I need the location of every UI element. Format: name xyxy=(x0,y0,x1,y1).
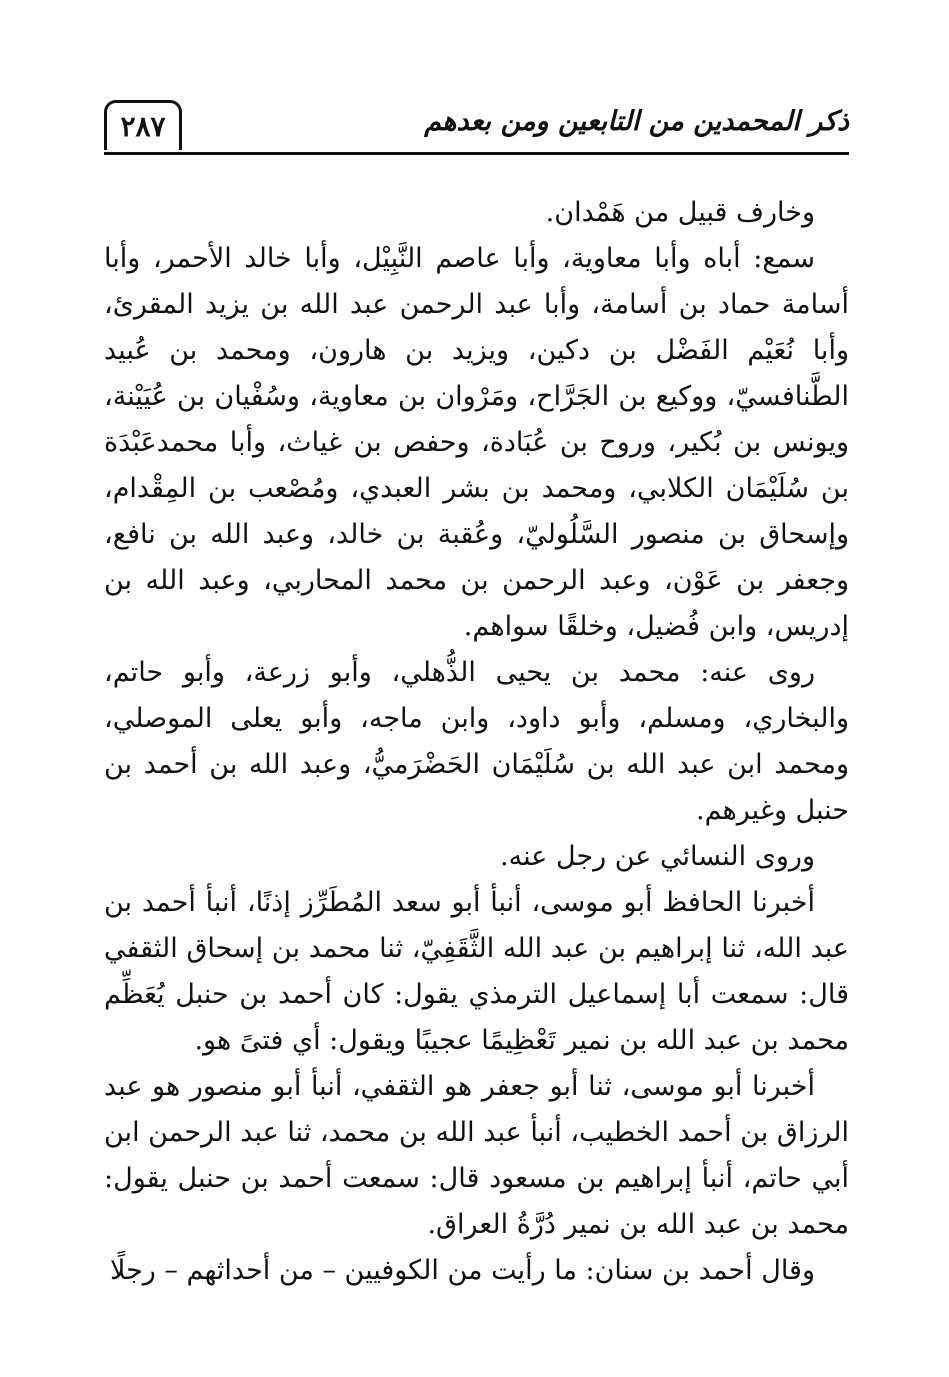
page-number: ٢٨٧ xyxy=(120,110,166,143)
page-header xyxy=(104,100,849,156)
header-rule xyxy=(104,152,849,155)
paragraph-narrated-from-him: روى عنه: محمد بن يحيى الذُّهلي، وأبو زرعة، وأبو حاتم، والبخاري، ومسلم، وأبو داود، وابن ماجه، وأبو يعلى الموصلي، ومحمد ابن عبد الله بن سُلَيْمَان الحَضْرَميُّ، وعبد الله بن أحمد بن حنبل وغيرهم. xyxy=(104,657,849,826)
page-number-box xyxy=(104,100,182,150)
paragraph-heard-from: سمع: أباه وأبا معاوية، وأبا عاصم النَّبِيْل، وأبا خالد الأحمر، وأبا أسامة حماد بن أسامة، وأبا عبد الرحمن عبد الله بن يزيد المقرئ، وأبا نُعَيْم الفَضْل بن دكين، ويزيد بن هارون، ومحمد بن عُبيد الطَّنافسيّ، ووكيع بن الجَرَّاح، ومَرْوان بن معاوية، وسُفْيان بن عُيَيْنة، ويونس بن بُكير، وروح بن عُبَادة، وحفص بن غياث، وأبا محمدعَبْدَة بن سُلَيْمَان الكلابي، ومحمد بن بشر العبدي، ومُصْعب بن المِقْدام، وإسحاق بن منصور السَّلُوليّ، وعُقبة بن خالد، وعبد الله بن نافع، وجعفر بن عَوْن، وعبد الرحمن بن محمد المحاربي، وعبد الله بن إدريس، وابن فُضيل، وخلقًا سواهم. xyxy=(104,243,849,642)
body-text xyxy=(104,190,849,1294)
paragraph-ahmad-ibn-sinan: وقال أحمد بن سنان: ما رأيت من الكوفيين – من أحداثهم – رجلًا xyxy=(109,1255,815,1286)
paragraph-nasai: وروى النسائي عن رجل عنه. xyxy=(500,841,815,872)
paragraph-abu-musa-2: أخبرنا أبو موسى، ثنا أبو جعفر هو الثقفي، أنبأ أبو منصور هو عبد الرزاق بن أحمد الخطيب، أنبأ عبد الله بن محمد، ثنا عبد الرحمن ابن أبي حاتم، أنبأ إبراهيم بن مسعود قال: سمعت أحمد بن حنبل يقول: محمد بن عبد الله بن نمير دُرَّةُ العراق. xyxy=(104,1071,849,1240)
paragraph-origin: وخارف قبيل من هَمْدان. xyxy=(545,197,815,228)
paragraph-abu-musa-1: أخبرنا الحافظ أبو موسى، أنبأ أبو سعد المُطَرِّز إذنًا، أنبأ أحمد بن عبد الله، ثنا إبراهيم بن عبد الله الثَّقَفِيّ، ثنا محمد بن إسحاق الثقفي قال: سمعت أبا إسماعيل الترمذي يقول: كان أحمد بن حنبل يُعَظِّم محمد بن عبد الله بن نمير تَعْظِيمًا عجيبًا ويقول: أي فتىً هو. xyxy=(104,887,849,1056)
running-title: ذكر المحمدين من التابعين ومن بعدهم xyxy=(424,106,849,137)
